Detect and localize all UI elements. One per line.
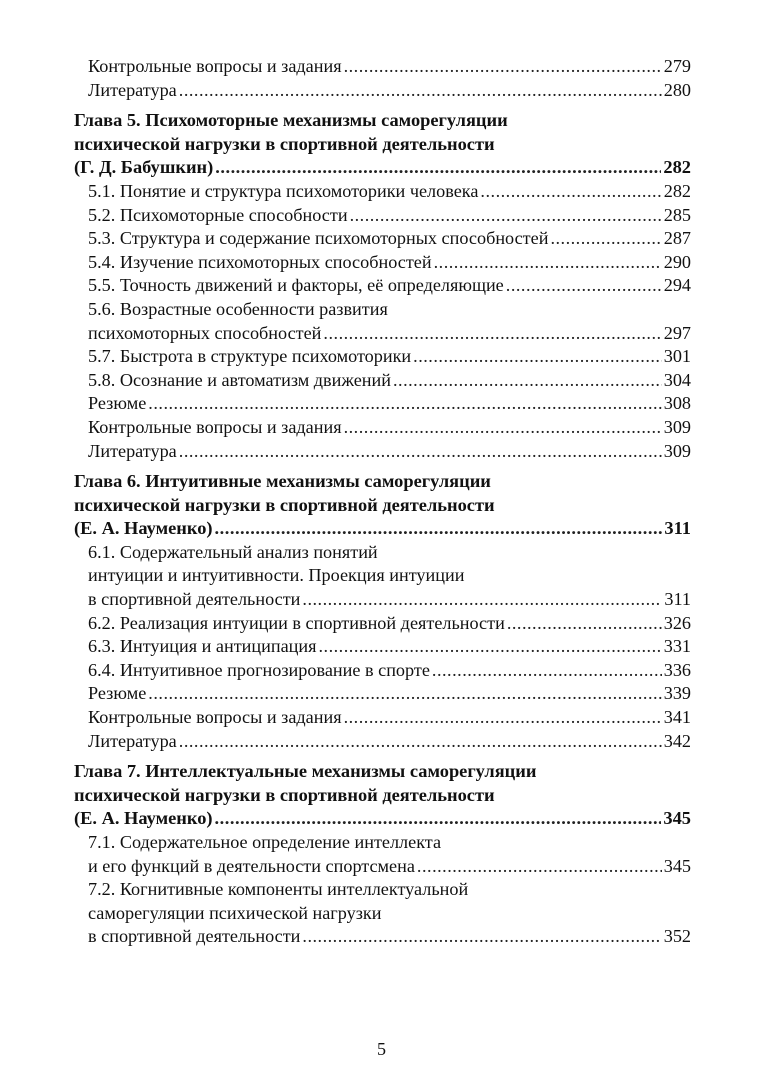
dot-leader	[344, 706, 662, 730]
toc-entry[interactable]	[74, 440, 691, 464]
entry-page: 301	[663, 346, 691, 367]
toc-entry[interactable]	[74, 204, 691, 228]
entry-title: Литература	[88, 440, 177, 461]
entry-page: 342	[663, 730, 691, 751]
toc-entry[interactable]	[74, 612, 691, 636]
entry-page: 290	[663, 251, 691, 272]
dot-leader	[215, 517, 663, 541]
chapter-author: (Г. Д. Бабушкин)	[74, 157, 214, 178]
entry-page: 326	[663, 612, 691, 633]
entry-title-line: саморегуляции психической нагрузки	[88, 902, 382, 923]
entry-title: 5.4. Изучение психомоторных способностей	[88, 251, 432, 272]
entry-title: 5.1. Понятие и структура психомоторики человека	[88, 180, 479, 201]
entry-page: 352	[663, 926, 691, 947]
entry-title: 5.7. Быстрота в структуре психомоторики	[88, 346, 412, 367]
chapter-author: (Е. А. Науменко)	[74, 518, 213, 539]
toc-entry[interactable]	[74, 730, 691, 754]
entry-page: 339	[663, 683, 691, 704]
entry-title: 6.4. Интуитивное прогнозирование в спорте	[88, 659, 430, 680]
entry-title: Литература	[88, 79, 177, 100]
chapter-heading-7[interactable]	[74, 760, 691, 831]
chapter-title-line: Глава 7. Интеллектуальные механизмы саморегуляции	[74, 761, 537, 782]
toc-entry[interactable]	[74, 416, 691, 440]
dot-leader	[434, 251, 662, 275]
entry-page: 309	[663, 440, 691, 461]
toc-entry[interactable]	[74, 392, 691, 416]
toc-entry[interactable]	[74, 855, 691, 879]
entry-page: 308	[663, 393, 691, 414]
entry-title: 5.2. Психомоторные способности	[88, 204, 348, 225]
chapter-page: 345	[663, 808, 691, 829]
entry-title: 5.5. Точность движений и факторы, её определяющие	[88, 275, 504, 296]
entry-title: Резюме	[88, 393, 147, 414]
entry-page: 285	[663, 204, 691, 225]
entry-page: 309	[663, 416, 691, 437]
entry-page: 341	[663, 707, 691, 728]
dot-leader	[318, 635, 661, 659]
toc-entry[interactable]	[74, 180, 691, 204]
dot-leader	[550, 227, 661, 251]
entry-title-line: интуиции и интуитивности. Проекция интуиции	[88, 565, 465, 586]
dot-leader	[179, 440, 662, 464]
entry-title: в спортивной деятельности	[88, 926, 301, 947]
toc-entry[interactable]	[74, 274, 691, 298]
toc-entry[interactable]	[74, 682, 691, 706]
entry-page: 294	[663, 275, 691, 296]
chapter-page: 311	[664, 518, 691, 539]
dot-leader	[302, 588, 662, 612]
dot-leader	[413, 345, 662, 369]
entry-page: 331	[663, 636, 691, 657]
dot-leader	[302, 925, 661, 949]
entry-page: 279	[663, 56, 691, 76]
dot-leader	[344, 416, 662, 440]
table-of-contents	[74, 55, 691, 949]
chapter-page: 282	[663, 157, 691, 178]
toc-entry[interactable]	[74, 227, 691, 251]
chapter-title-line: Глава 5. Психомоторные механизмы саморегуляции	[74, 110, 508, 131]
entry-title: и его функций в деятельности спортсмена	[88, 855, 415, 876]
entry-page: 311	[664, 589, 691, 610]
dot-leader	[215, 156, 661, 180]
toc-entry[interactable]	[74, 588, 691, 612]
dot-leader	[179, 79, 662, 103]
entry-title: Резюме	[88, 683, 147, 704]
entry-page: 336	[663, 659, 691, 680]
entry-page: 287	[663, 228, 691, 249]
toc-entry[interactable]	[74, 251, 691, 275]
entry-title-line: 6.1. Содержательный анализ понятий	[88, 541, 378, 562]
entry-title: 6.2. Реализация интуиции в спортивной деятельности	[88, 612, 505, 633]
page-number: 5	[377, 1039, 386, 1059]
entry-page: 282	[663, 180, 691, 201]
entry-title: 5.8. Осознание и автоматизм движений	[88, 369, 391, 390]
toc-entry[interactable]	[74, 659, 691, 683]
chapter-title-line: психической нагрузки в спортивной деятельности	[74, 784, 495, 805]
chapter-heading-5[interactable]	[74, 109, 691, 180]
entry-title: Контрольные вопросы и задания	[88, 56, 342, 76]
dot-leader	[148, 682, 661, 706]
dot-leader	[323, 322, 661, 346]
entry-title-line: 7.1. Содержательное определение интеллекта	[88, 832, 442, 852]
dot-leader	[507, 612, 662, 636]
entry-page: 304	[663, 369, 691, 390]
chapter-title-line: психической нагрузки в спортивной деятельности	[74, 133, 495, 154]
toc-entry[interactable]	[74, 345, 691, 369]
entry-title-line: 7.2. Когнитивные компоненты интеллектуальной	[88, 879, 469, 900]
entry-title: Контрольные вопросы и задания	[88, 416, 342, 437]
dot-leader	[417, 855, 662, 879]
toc-entry[interactable]	[74, 925, 691, 949]
entry-page: 345	[663, 855, 691, 876]
dot-leader	[344, 55, 662, 79]
toc-entry[interactable]	[74, 369, 691, 393]
dot-leader	[179, 730, 662, 754]
entry-title: Контрольные вопросы и задания	[88, 707, 342, 728]
entry-title: 6.3. Интуиция и антиципация	[88, 636, 317, 657]
chapter-title-line: психической нагрузки в спортивной деятельности	[74, 494, 495, 515]
entry-title: Литература	[88, 730, 177, 751]
toc-entry[interactable]	[74, 79, 691, 103]
entry-page: 297	[663, 322, 691, 343]
entry-page: 280	[663, 79, 691, 100]
dot-leader	[350, 204, 662, 228]
toc-entry[interactable]	[74, 635, 691, 659]
dot-leader	[480, 180, 661, 204]
dot-leader	[432, 659, 662, 683]
entry-title: психомоторных способностей	[88, 322, 322, 343]
dot-leader	[393, 369, 662, 393]
entry-title-line: 5.6. Возрастные особенности развития	[88, 298, 388, 319]
toc-entry[interactable]	[74, 706, 691, 730]
dot-leader	[506, 274, 662, 298]
entry-title: в спортивной деятельности	[88, 589, 301, 610]
dot-leader	[215, 807, 662, 831]
entry-title: 5.3. Структура и содержание психомоторных способностей	[88, 228, 549, 249]
chapter-author: (Е. А. Науменко)	[74, 808, 213, 829]
dot-leader	[148, 392, 661, 416]
toc-entry[interactable]	[74, 322, 691, 346]
toc-entry[interactable]	[74, 55, 691, 79]
chapter-title-line: Глава 6. Интуитивные механизмы саморегуляции	[74, 471, 491, 492]
chapter-heading-6[interactable]	[74, 470, 691, 541]
